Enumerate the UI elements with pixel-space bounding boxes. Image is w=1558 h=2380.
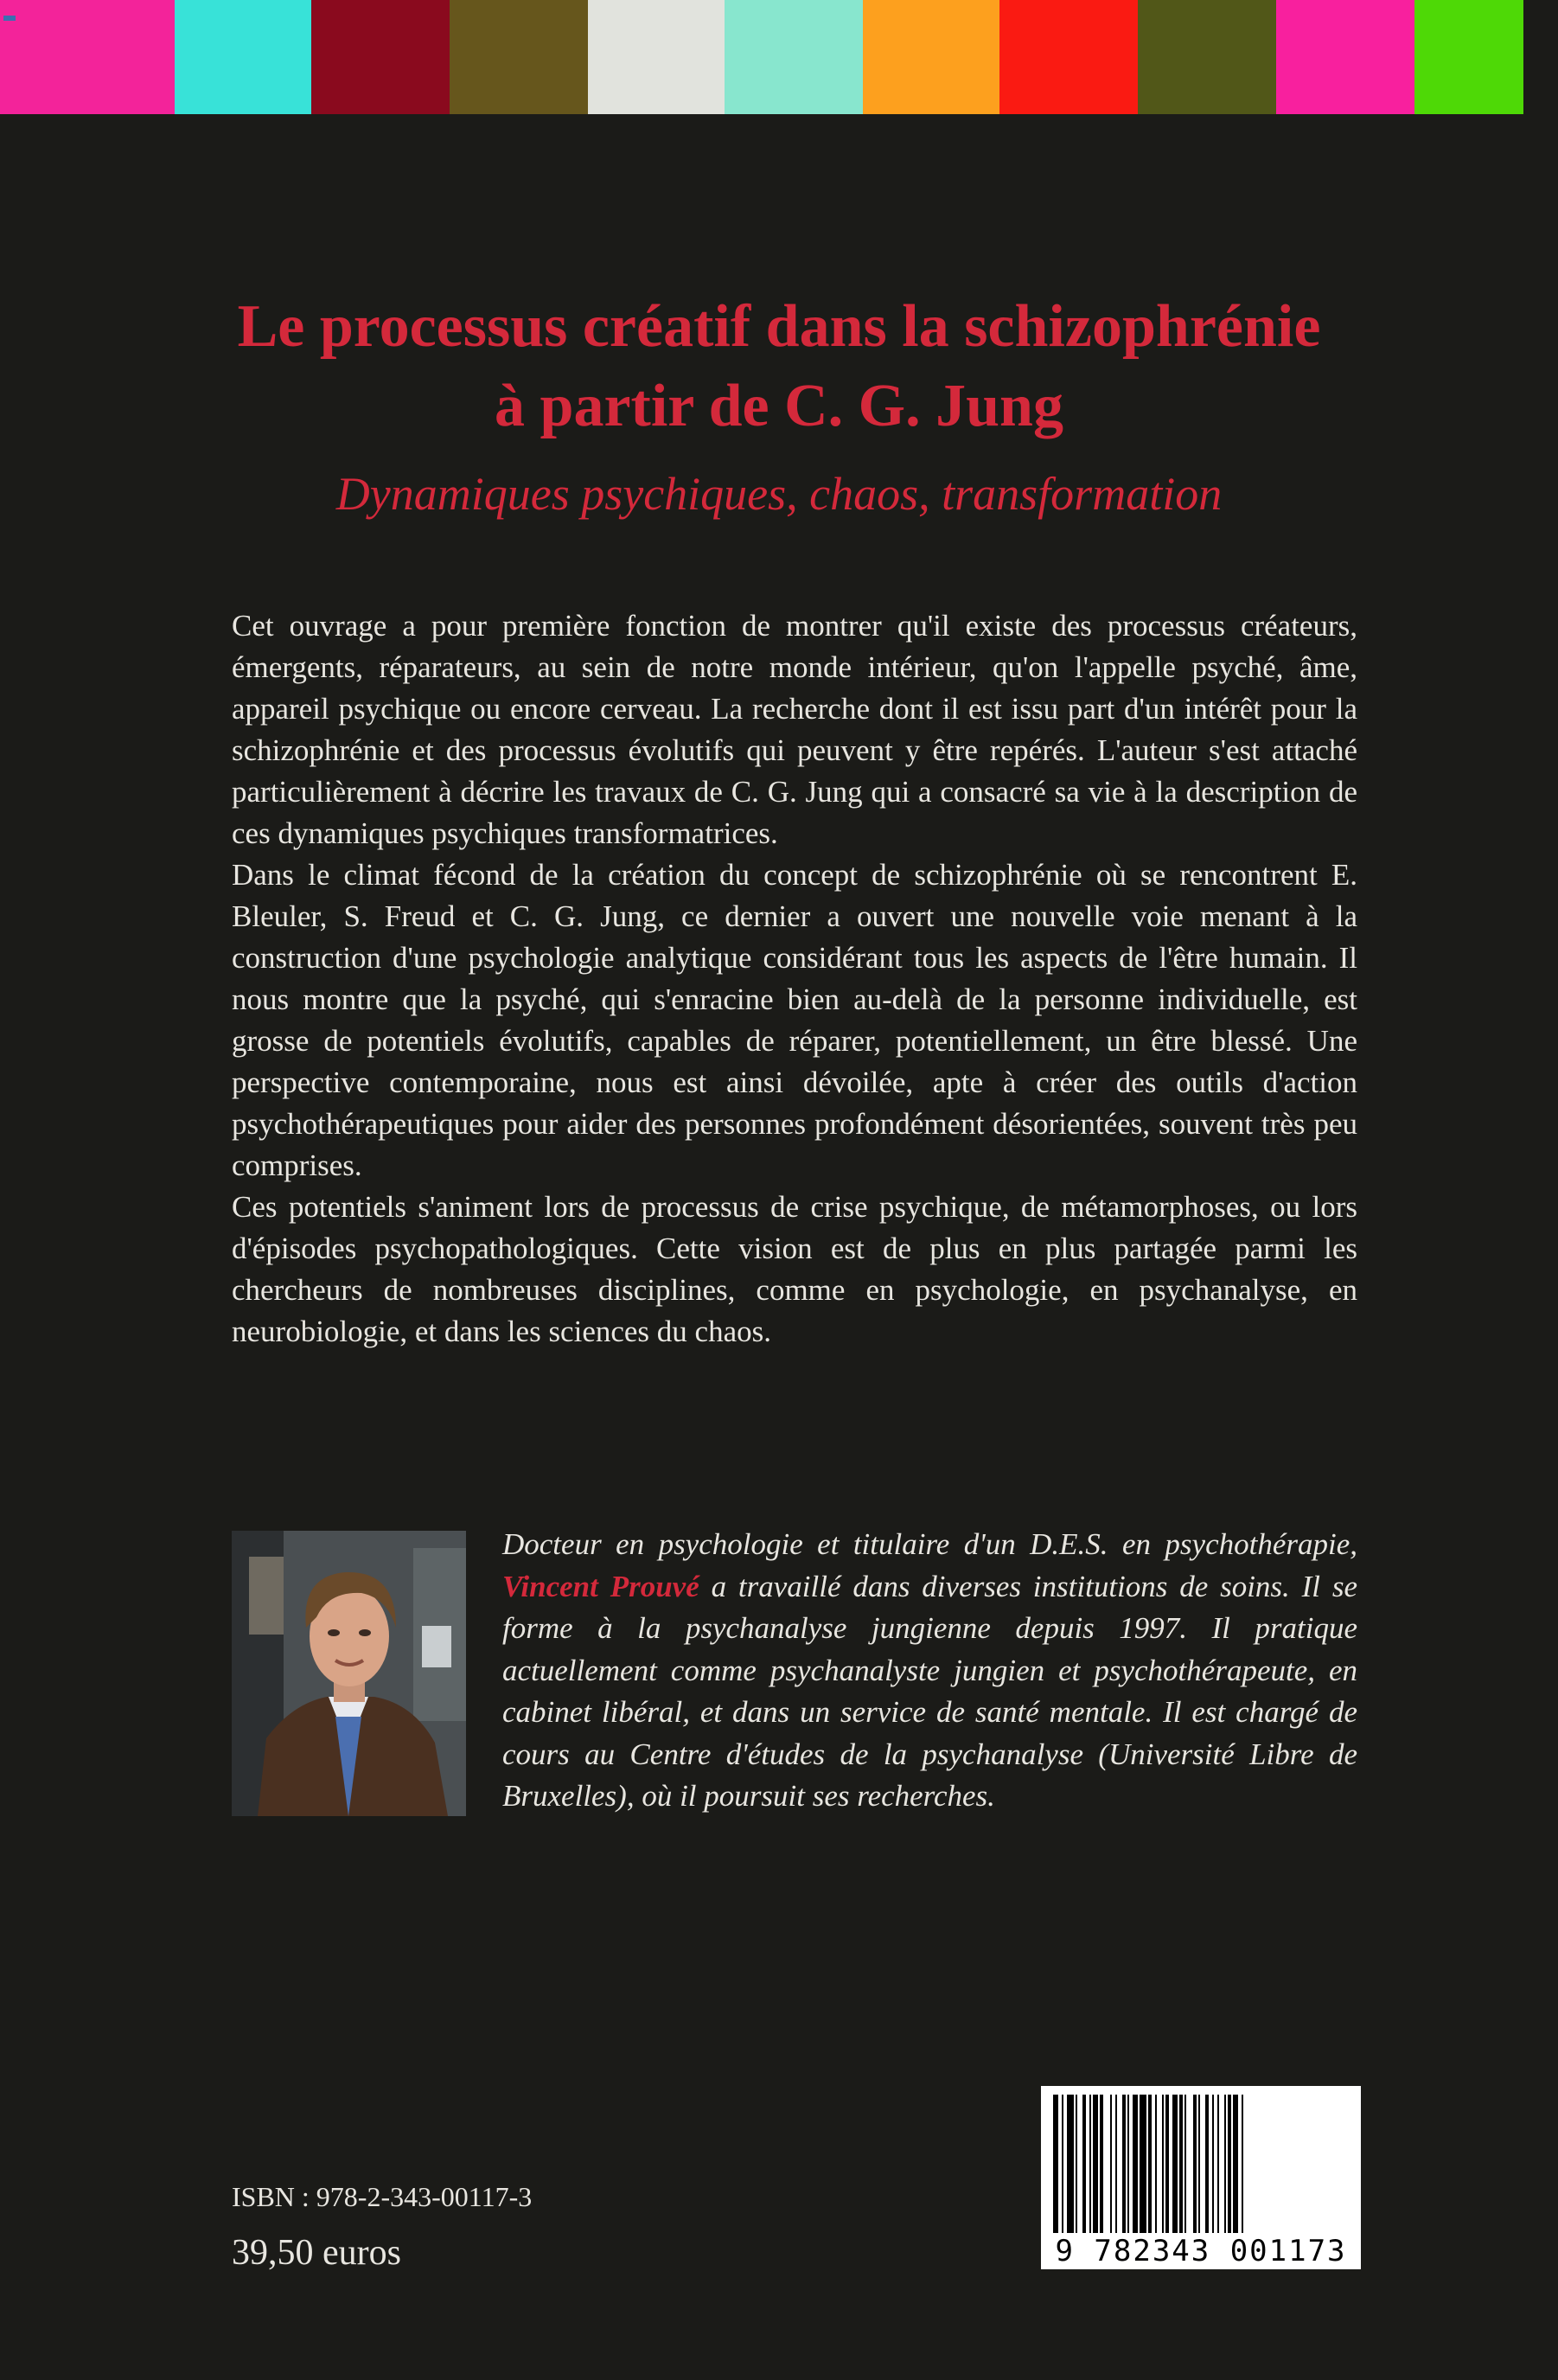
barcode bbox=[1041, 2086, 1361, 2269]
color-stripe bbox=[1138, 0, 1276, 114]
barcode-bar bbox=[1198, 2095, 1200, 2233]
barcode-bar bbox=[1148, 2095, 1152, 2233]
barcode-bar bbox=[1212, 2095, 1214, 2233]
barcode-bar bbox=[1140, 2095, 1146, 2233]
title-block bbox=[130, 287, 1428, 524]
author-bio-intro: Docteur en psychologie et titulaire d'un D.E.S. en psychothérapie, bbox=[502, 1527, 1357, 1561]
color-stripe bbox=[450, 0, 588, 114]
color-stripe bbox=[863, 0, 999, 114]
barcode-bar bbox=[1067, 2095, 1074, 2233]
blurb-paragraph-1: Cet ouvrage a pour première fonction de montrer qu'il existe des processus créateurs, émergents, réparateurs, au sein de notre monde intérieur, qu'on l'appelle psyché, âme, appareil psychique ou encore cerveau. La recherche dont il est issu part d'un intérêt pour la schizophrénie et des processus évolutifs qui peuvent y être repérés. L'auteur s'est attaché particulièrement à décrire les travaux de C. G. Jung qui a consacré sa vie à la description de ces dynamiques psychiques transformatrices. bbox=[232, 609, 1357, 850]
barcode-bar bbox=[1205, 2095, 1209, 2233]
barcode-bar bbox=[1155, 2095, 1157, 2233]
book-title-line-2: à partir de C. G. Jung bbox=[495, 373, 1063, 439]
color-stripe bbox=[588, 0, 725, 114]
barcode-bar bbox=[1076, 2095, 1077, 2233]
barcode-digits: 9 782343 001173 bbox=[1055, 2234, 1347, 2268]
color-stripe bbox=[311, 0, 450, 114]
barcode-bar bbox=[1133, 2095, 1138, 2233]
barcode-bar bbox=[1224, 2095, 1226, 2233]
color-stripe bbox=[725, 0, 863, 114]
isbn-text: ISBN : 978-2-343-00117-3 bbox=[232, 2181, 533, 2212]
barcode-bar bbox=[1122, 2095, 1126, 2233]
color-stripe bbox=[0, 0, 175, 114]
color-stripe bbox=[999, 0, 1138, 114]
edge-mark bbox=[3, 16, 16, 21]
color-stripe bbox=[1414, 0, 1523, 114]
book-subtitle: Dynamiques psychiques, chaos, transformation bbox=[335, 468, 1223, 520]
author-bio bbox=[502, 1524, 1357, 1818]
barcode-bar bbox=[1115, 2095, 1117, 2233]
barcode-bar bbox=[1093, 2095, 1098, 2233]
barcode-bar bbox=[1100, 2095, 1103, 2233]
barcode-bar bbox=[1165, 2095, 1169, 2233]
barcode-bar bbox=[1228, 2095, 1231, 2233]
author-bio-details: a travaillé dans diverses institutions de soins. Il se forme à la psychanalyse jungienne depuis 1997. Il pratique actuellement comme psychanalyste jungien et psychothérapeute, en cabinet libéral, et dans un service de santé mentale. Il est chargé de cours au Centre d'études de la psychanalyse (Université Libre de Bruxelles), où il poursuit ses recherches. bbox=[502, 1569, 1357, 1813]
barcode-bar bbox=[1172, 2095, 1178, 2233]
barcode-bar bbox=[1127, 2095, 1129, 2233]
blurb-paragraph-2: Dans le climat fécond de la création du concept de schizophrénie où se rencontrent E. Bleuler, S. Freud et C. G. Jung, ce dernier a ouvert une nouvelle voie menant à la construction d'une psychologie analytique considérant tous les aspects de l'être humain. Il nous montre que la psyché, qui s'enracine bien au-delà de la personne individuelle, est grosse de potentiels évolutifs, capables de réparer, potentiellement, un être blessé. Une perspective contemporaine, nous est ainsi dévoilée, apte à créer des outils d'action psychothérapeutiques pour aider des personnes profondément désorientées, souvent très peu comprises. bbox=[232, 858, 1357, 1182]
color-stripe bbox=[175, 0, 311, 114]
barcode-bar bbox=[1082, 2095, 1086, 2233]
barcode-bar bbox=[1089, 2095, 1091, 2233]
book-title bbox=[130, 287, 1428, 446]
barcode-bar bbox=[1110, 2095, 1112, 2233]
barcode-bar bbox=[1162, 2095, 1164, 2233]
price-text: 39,50 euros bbox=[232, 2233, 401, 2273]
barcode-bar bbox=[1233, 2095, 1238, 2233]
color-stripe-bar bbox=[0, 0, 1558, 114]
author-photo bbox=[232, 1531, 466, 1816]
blurb-paragraph-3: Ces potentiels s'animent lors de processus de crise psychique, de métamorphoses, ou lors d'épisodes psychopathologiques. Cette vision est de plus en plus partagée parmi les chercheurs de nombreuses disciplines, comme en psychologie, en psychanalyse, en neurobiologie, et dans les sciences du chaos. bbox=[232, 1190, 1357, 1348]
color-stripe bbox=[1276, 0, 1414, 114]
barcode-bar bbox=[1217, 2095, 1219, 2233]
barcode-bar bbox=[1062, 2095, 1063, 2233]
book-title-line-1: Le processus créatif dans la schizophrénie bbox=[237, 293, 1321, 360]
blurb bbox=[232, 605, 1357, 1353]
author-section bbox=[232, 1527, 1357, 1816]
barcode-bar bbox=[1242, 2095, 1243, 2233]
barcode-bar bbox=[1184, 2095, 1186, 2233]
barcode-bar bbox=[1179, 2095, 1183, 2233]
barcode-bar bbox=[1193, 2095, 1197, 2233]
author-name: Vincent Prouvé bbox=[502, 1569, 699, 1603]
barcode-bar bbox=[1053, 2095, 1058, 2233]
